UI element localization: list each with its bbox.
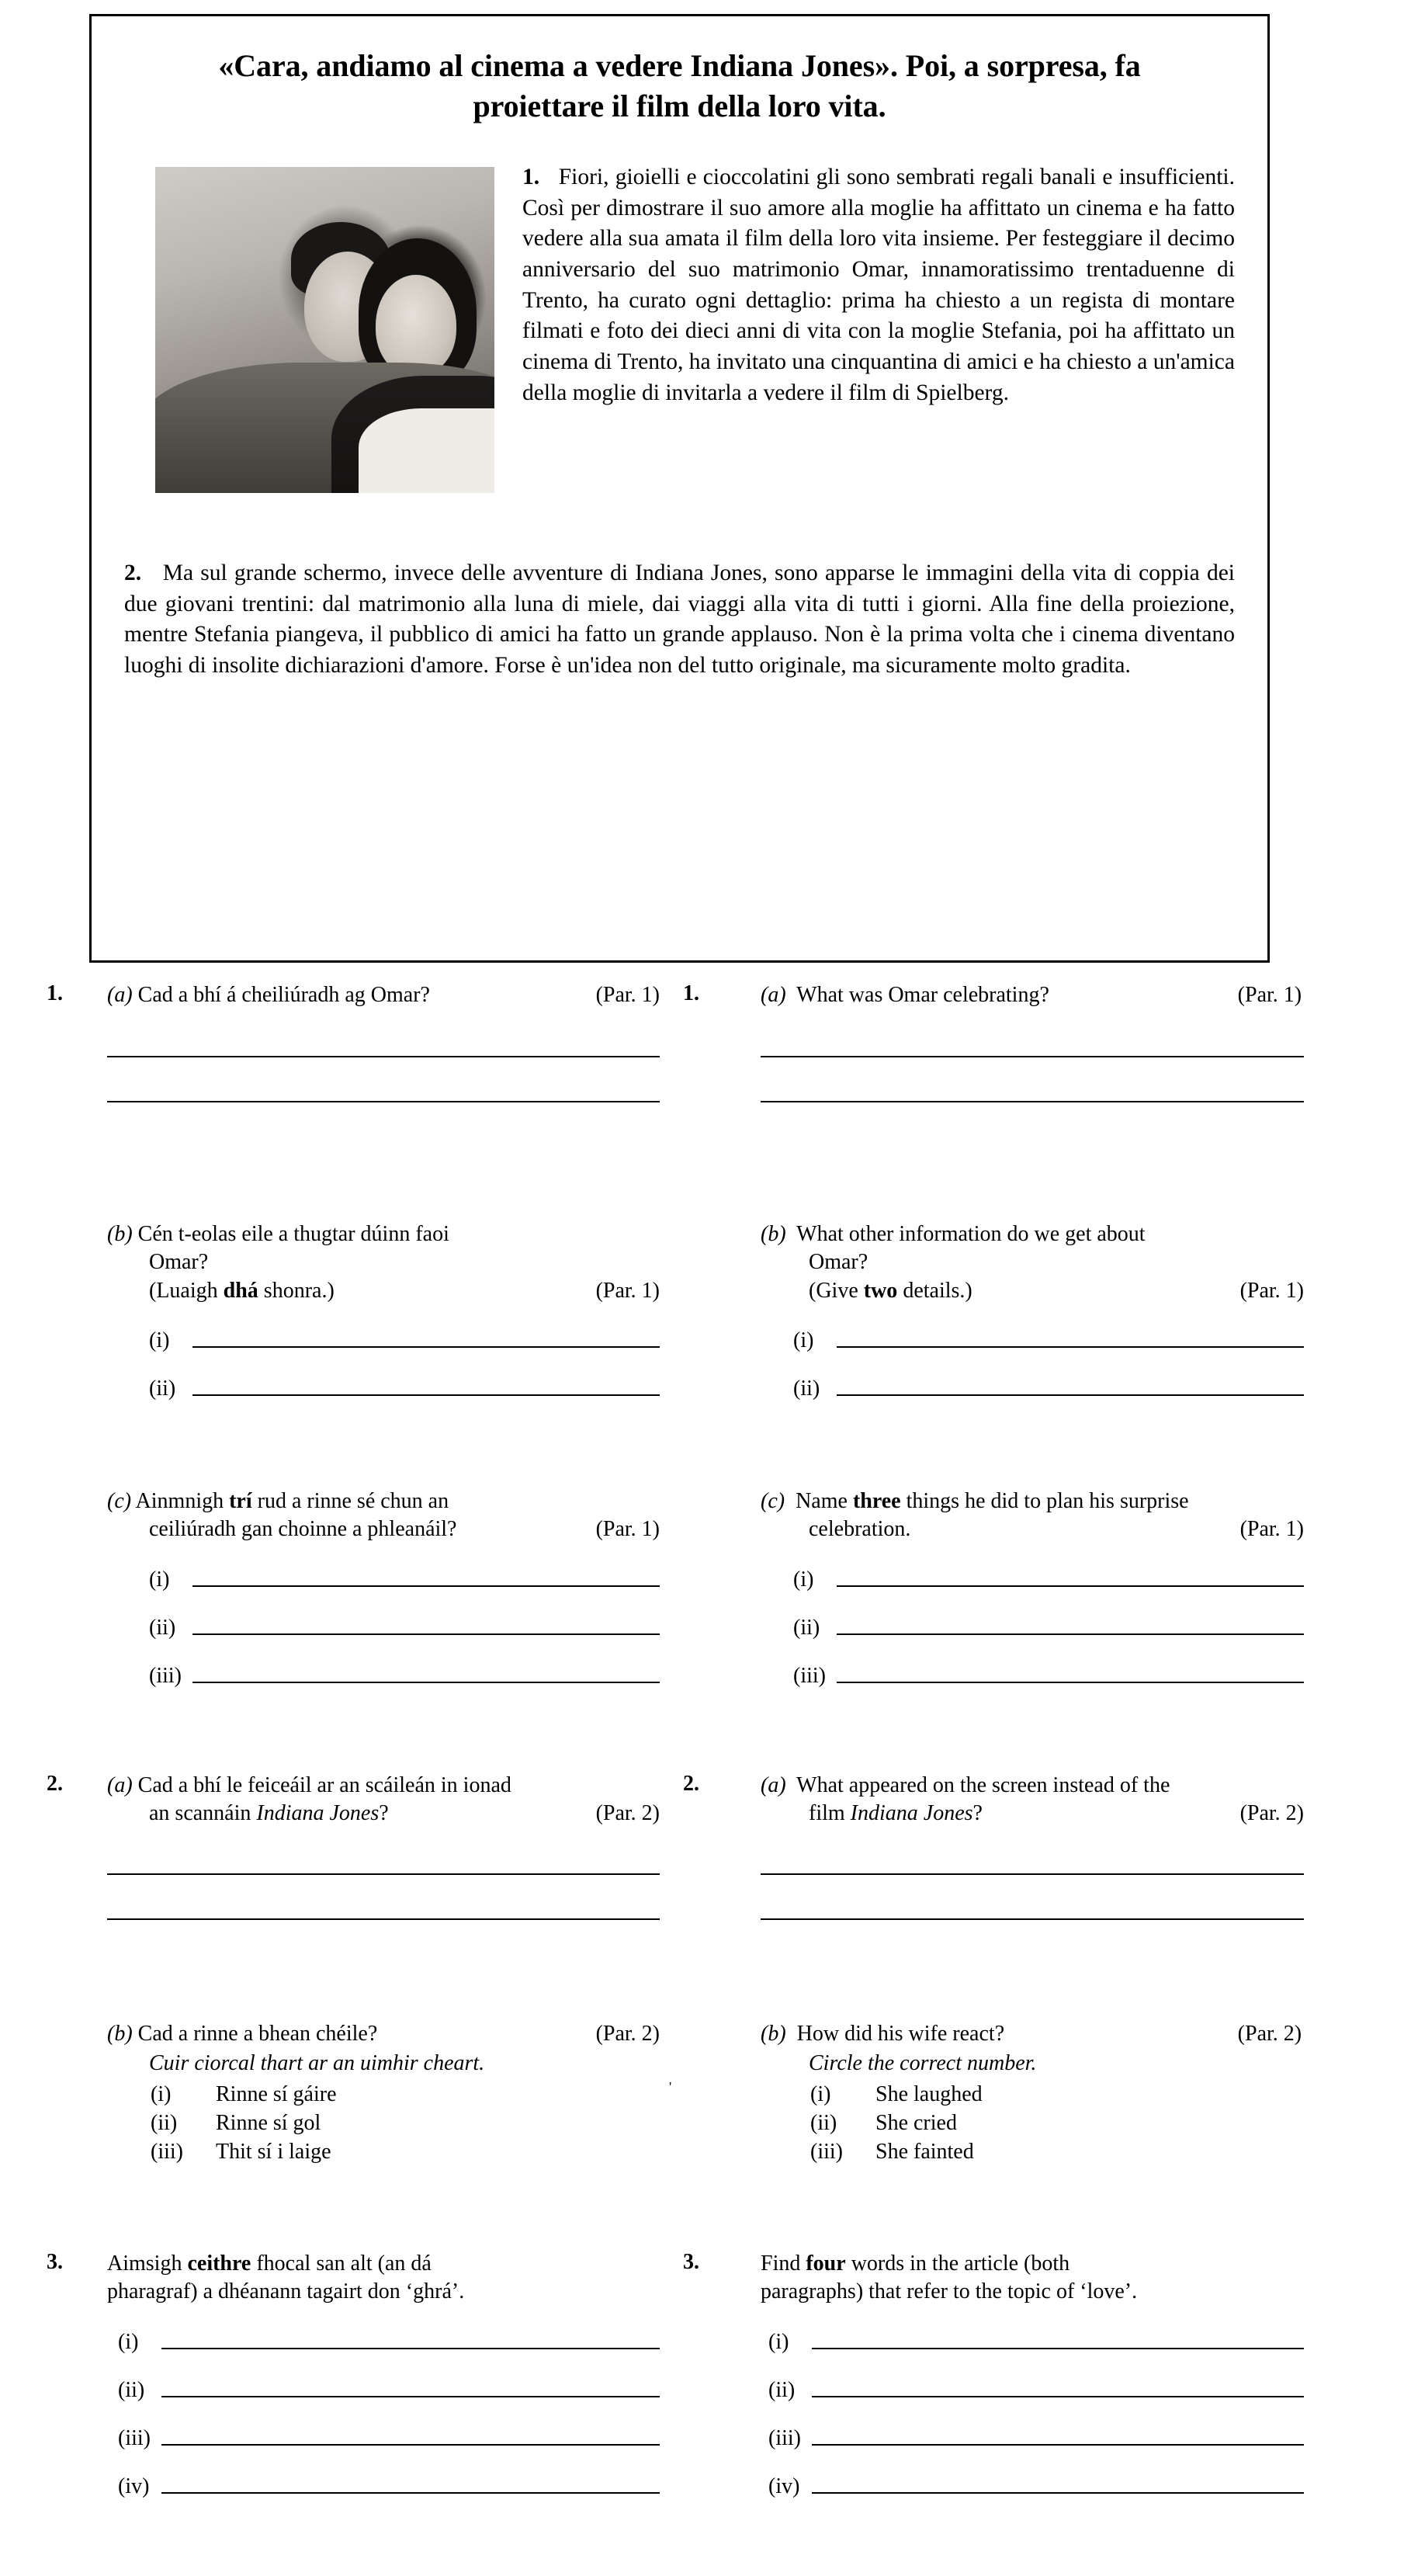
question-2b-english xyxy=(683,2020,1304,2167)
roman-label-iv: (iv) xyxy=(118,2474,150,2498)
question-1-row-b xyxy=(0,1220,1411,1461)
roman-label-ii: (ii) xyxy=(793,1377,820,1401)
question-1b-label-irish: (b) xyxy=(107,1222,133,1246)
option-i-roman-english: (i) xyxy=(810,2082,831,2107)
question-1b-line3-english: (Par. 1) (Give two details.) xyxy=(809,1277,1304,1305)
answer-row-3-irish-i xyxy=(118,2330,660,2355)
question-1c-bold-irish: trí xyxy=(229,1489,252,1513)
question-2a-irish xyxy=(47,1772,660,1920)
question-3-irish xyxy=(47,2250,660,2499)
question-2b-options-irish xyxy=(107,2081,660,2167)
question-1a-text-english xyxy=(761,981,1304,1009)
question-1b-irish xyxy=(47,1220,660,1401)
answer-line-3-irish-iv[interactable] xyxy=(161,2492,660,2494)
article-paragraph-2 xyxy=(124,558,1235,682)
question-3-line1-irish: Aimsigh ceithre fhocal san alt (an dá xyxy=(107,2251,432,2276)
question-3-row xyxy=(0,2250,1411,2576)
answer-line-1a-english-1[interactable] xyxy=(761,1056,1304,1057)
question-1c-line2-irish: (Par. 1) ceiliúradh gan choinne a phleanáil? xyxy=(149,1515,660,1543)
answer-row-1c-irish-ii xyxy=(149,1616,660,1640)
question-2a-english xyxy=(683,1772,1304,1920)
answer-line-1b-irish-ii[interactable] xyxy=(192,1394,660,1396)
answer-line-3-irish-iii[interactable] xyxy=(161,2444,660,2446)
paragraph-2-text: Ma sul grande schermo, invece delle avventure di Indiana Jones, sono apparse le immagini della vita di coppia dei due giovani trentini: dal matrimonio alla luna di miele, dai viaggi alla vita di tutti i giorni. Alla fine della proiezione, mentre Stefania piangeva, il pubblico di amici ha fatto un grande applauso. Non è la prima volta che i cinema diventano luoghi di insolite dichiarazioni d'amore. Forse è un'idea non del tutto originale, ma sicuramente molto gradita. xyxy=(124,561,1235,679)
question-2b-prompt-english: How did his wife react? xyxy=(796,2022,1005,2046)
answer-line-3-english-i[interactable] xyxy=(812,2348,1304,2349)
stray-mark: ' xyxy=(669,2079,672,2095)
roman-label-i: (i) xyxy=(793,1567,814,1592)
answer-line-1c-irish-ii[interactable] xyxy=(192,1633,660,1635)
question-1a-label-english: (a) xyxy=(761,983,786,1007)
answer-row-3-irish-iv xyxy=(118,2474,660,2499)
answer-line-2a-english-2[interactable] xyxy=(761,1918,1304,1920)
roman-label-iii: (iii) xyxy=(149,1663,182,1688)
answer-line-2a-irish-1[interactable] xyxy=(107,1873,660,1875)
option-ii-text-english: She cried xyxy=(875,2111,957,2136)
article-box xyxy=(89,14,1270,963)
answer-line-3-irish-ii[interactable] xyxy=(161,2396,660,2397)
film-title-irish: Indiana Jones xyxy=(256,1801,380,1826)
roman-label-ii: (ii) xyxy=(149,1377,176,1401)
question-1c-text-irish: (c) Ainmnigh trí rud a rinne sé chun an xyxy=(107,1489,449,1513)
question-1b-bold-english: two xyxy=(863,1278,898,1303)
roman-label-i: (i) xyxy=(768,2329,789,2354)
option-iii-irish[interactable] xyxy=(151,2138,660,2167)
question-2b-par-irish: (Par. 2) xyxy=(595,2022,660,2046)
question-2-number-irish: 2. xyxy=(47,1772,63,1796)
question-1b-line2-english: Omar? xyxy=(809,1250,868,1275)
answer-row-3-irish-ii xyxy=(118,2378,660,2403)
option-iii-text-english: She fainted xyxy=(875,2140,974,2165)
answer-line-3-english-iv[interactable] xyxy=(812,2492,1304,2494)
question-1-row-a xyxy=(0,981,1411,1199)
answer-line-1c-english-iii[interactable] xyxy=(837,1682,1304,1683)
question-1c-irish xyxy=(47,1488,660,1689)
option-i-roman-irish: (i) xyxy=(151,2082,172,2107)
question-2a-label-english: (a) xyxy=(761,1773,786,1797)
question-1-number-english: 1. xyxy=(683,981,699,1005)
answer-line-1c-irish-iii[interactable] xyxy=(192,1682,660,1683)
question-3-english xyxy=(683,2250,1304,2499)
question-1c-par-irish: (Par. 1) xyxy=(595,1517,660,1542)
question-2b-label-irish: (b) xyxy=(107,2022,133,2046)
question-1a-par-irish: (Par. 1) xyxy=(595,983,660,1007)
question-1c-label-english: (c) xyxy=(761,1489,785,1513)
roman-label-iii: (iii) xyxy=(118,2425,151,2450)
option-ii-roman-english: (ii) xyxy=(810,2111,837,2136)
question-1b-line2-irish: Omar? xyxy=(149,1250,209,1275)
roman-label-ii: (ii) xyxy=(793,1615,820,1640)
answer-line-1c-irish-i[interactable] xyxy=(192,1585,660,1587)
question-1b-english xyxy=(683,1220,1304,1401)
option-i-text-irish: Rinne sí gáire xyxy=(216,2082,337,2107)
answer-row-1c-english-i xyxy=(793,1567,1304,1592)
question-3-bold-irish: ceithre xyxy=(187,2251,251,2276)
answer-row-1b-english-i xyxy=(793,1328,1304,1353)
question-1a-irish xyxy=(47,981,660,1102)
question-2a-text-irish xyxy=(107,1772,660,1800)
answer-line-3-irish-i[interactable] xyxy=(161,2348,660,2349)
question-2b-options-english xyxy=(761,2081,1304,2167)
roman-label-ii: (ii) xyxy=(149,1615,176,1640)
answer-row-3-english-iii xyxy=(768,2426,1304,2451)
question-1c-bold-english: three xyxy=(852,1489,901,1513)
answer-row-1c-english-ii xyxy=(793,1616,1304,1640)
answer-line-1b-english-i[interactable] xyxy=(837,1346,1304,1348)
answer-line-1a-irish-1[interactable] xyxy=(107,1056,660,1057)
question-1b-line3-irish: (Par. 1) (Luaigh dhá shonra.) xyxy=(149,1277,660,1305)
question-1b-label-english: (b) xyxy=(761,1222,786,1246)
answer-row-1b-irish-i xyxy=(149,1328,660,1353)
question-2a-text-english xyxy=(761,1772,1304,1800)
answer-line-1a-irish-2[interactable] xyxy=(107,1101,660,1102)
question-3-line1-english: Find four words in the article (both xyxy=(761,2251,1070,2276)
question-1a-english xyxy=(683,981,1304,1102)
question-1c-label-irish: (c) xyxy=(107,1489,132,1513)
roman-label-i: (i) xyxy=(793,1328,814,1353)
question-2a-line2-english: (Par. 2) film Indiana Jones? xyxy=(809,1800,1304,1828)
question-2-row-a xyxy=(0,1772,1411,1997)
question-3-line2-english: paragraphs) that refer to the topic of ‘love’. xyxy=(761,2279,1138,2304)
question-3-line2-irish: pharagraf) a dhéanann tagairt don ‘ghrá’. xyxy=(107,2279,465,2304)
question-1a-prompt-english: What was Omar celebrating? xyxy=(796,983,1049,1007)
option-ii-english[interactable] xyxy=(810,2109,1304,2138)
answer-line-1a-english-2[interactable] xyxy=(761,1101,1304,1102)
answer-line-1c-english-i[interactable] xyxy=(837,1585,1304,1587)
answer-line-2a-irish-2[interactable] xyxy=(107,1918,660,1920)
article-title: «Cara, andiamo al cinema a vedere Indiana Jones». Poi, a sorpresa, fa proiettare il film della loro vita. xyxy=(218,48,1141,123)
answer-row-3-english-iv xyxy=(768,2474,1304,2499)
answer-row-1b-irish-ii xyxy=(149,1377,660,1401)
question-1b-text-irish xyxy=(107,1220,660,1248)
roman-label-ii: (ii) xyxy=(768,2377,796,2402)
question-2b-instruction-irish: Cuir ciorcal thart ar an uimhir cheart. xyxy=(149,2051,485,2076)
answer-line-1b-english-ii[interactable] xyxy=(837,1394,1304,1396)
question-2-number-english: 2. xyxy=(683,1772,699,1796)
question-2b-text-irish xyxy=(107,2020,660,2048)
roman-label-i: (i) xyxy=(118,2329,139,2354)
film-title-english: Indiana Jones xyxy=(850,1801,973,1826)
question-2a-line1-irish: Cad a bhí le feiceáil ar an scáileán in ionad xyxy=(137,1773,511,1797)
question-1c-english xyxy=(683,1488,1304,1689)
answer-line-1c-english-ii[interactable] xyxy=(837,1633,1304,1635)
question-1a-prompt-irish: Cad a bhí á cheiliúradh ag Omar? xyxy=(137,983,430,1007)
roman-label-i: (i) xyxy=(149,1567,170,1592)
answer-row-1c-english-iii xyxy=(793,1664,1304,1689)
question-2-row-b xyxy=(0,2020,1411,2214)
questions-area xyxy=(0,981,1411,2576)
roman-label-i: (i) xyxy=(149,1328,170,1353)
answer-line-3-english-ii[interactable] xyxy=(812,2396,1304,2397)
paragraph-2-number: 2. xyxy=(124,561,142,585)
couple-photo xyxy=(155,167,494,493)
option-iii-english[interactable] xyxy=(810,2138,1304,2167)
question-1a-label-irish: (a) xyxy=(107,983,133,1007)
question-3-number-english: 3. xyxy=(683,2250,699,2274)
question-2b-prompt-irish: Cad a rinne a bhean chéile? xyxy=(137,2022,378,2046)
question-1a-par-english: (Par. 1) xyxy=(1237,983,1302,1007)
question-2b-irish xyxy=(47,2020,672,2167)
question-3-number-irish: 3. xyxy=(47,2250,63,2274)
question-2b-label-english: (b) xyxy=(761,2022,786,2046)
question-1b-line1-irish: Cén t-eolas eile a thugtar dúinn faoi xyxy=(137,1222,449,1246)
option-ii-irish[interactable] xyxy=(151,2109,660,2138)
option-iii-text-irish: Thit sí i laige xyxy=(216,2140,331,2165)
question-1-row-c xyxy=(0,1488,1411,1744)
answer-row-1c-irish-i xyxy=(149,1567,660,1592)
option-i-text-english: She laughed xyxy=(875,2082,983,2107)
question-2a-label-irish: (a) xyxy=(107,1773,133,1797)
option-ii-roman-irish: (ii) xyxy=(151,2111,178,2136)
question-1b-bold-irish: dhá xyxy=(223,1278,258,1303)
option-i-irish[interactable] xyxy=(151,2081,660,2109)
option-iii-roman-irish: (iii) xyxy=(151,2140,183,2165)
roman-label-ii: (ii) xyxy=(118,2377,145,2402)
question-1c-par-english: (Par. 1) xyxy=(1239,1517,1304,1542)
roman-label-iii: (iii) xyxy=(793,1663,826,1688)
answer-line-2a-english-1[interactable] xyxy=(761,1873,1304,1875)
option-ii-text-irish: Rinne sí gol xyxy=(216,2111,321,2136)
question-2b-par-english: (Par. 2) xyxy=(1237,2022,1302,2046)
option-i-english[interactable] xyxy=(810,2081,1304,2109)
answer-row-3-english-ii xyxy=(768,2378,1304,2403)
question-2a-line1-english: What appeared on the screen instead of the xyxy=(796,1773,1170,1797)
question-1b-par-english: (Par. 1) xyxy=(1239,1278,1304,1303)
question-3-bold-english: four xyxy=(806,2251,846,2276)
photo-highlight xyxy=(359,408,494,493)
question-1a-text-irish xyxy=(107,981,660,1009)
question-2b-instruction-english: Circle the correct number. xyxy=(809,2051,1037,2076)
question-2a-par-english: (Par. 2) xyxy=(1239,1801,1304,1826)
option-iii-roman-english: (iii) xyxy=(810,2140,843,2165)
question-1b-text-english xyxy=(761,1220,1304,1248)
paragraph-1-text: Fiori, gioielli e cioccolatini gli sono sembrati regali banali e insufficienti. Così per dimostrare il suo amore alla moglie ha affittato un cinema e ha fatto vedere alla sua amata il film della loro vita insieme. Per festeggiare il decimo anniversario del suo matrimonio Omar, innamoratissimo trentaduenne di Trento, ha curato ogni dettaglio: prima ha chiesto a un regista di montare filmati e foto dei dieci anni di vita con la moglie Stefania, poi ha affittato un cinema di Trento, ha invitato una cinquantina di amici e ha chiesto a un'amica della moglie di invitarla a vedere il film di Spielberg. xyxy=(522,165,1235,405)
answer-line-1b-irish-i[interactable] xyxy=(192,1346,660,1348)
roman-label-iii: (iii) xyxy=(768,2425,801,2450)
answer-row-1c-irish-iii xyxy=(149,1664,660,1689)
question-1c-line2-english: (Par. 1) celebration. xyxy=(809,1515,1304,1543)
photo-woman-face xyxy=(376,275,456,376)
answer-row-3-irish-iii xyxy=(118,2426,660,2451)
question-1c-text-english: (c) Name three things he did to plan his surprise xyxy=(761,1489,1189,1513)
paragraph-1-number: 1. xyxy=(522,165,540,189)
question-2a-line2-irish: (Par. 2) an scannáin Indiana Jones? xyxy=(149,1800,660,1828)
question-1b-par-irish: (Par. 1) xyxy=(595,1278,660,1303)
roman-label-iv: (iv) xyxy=(768,2474,800,2498)
answer-line-3-english-iii[interactable] xyxy=(812,2444,1304,2446)
question-1b-line1-english: What other information do we get about xyxy=(796,1222,1146,1246)
answer-row-1b-english-ii xyxy=(793,1377,1304,1401)
question-2b-text-english xyxy=(761,2020,1304,2048)
question-2a-par-irish: (Par. 2) xyxy=(595,1801,660,1826)
question-1-number-irish: 1. xyxy=(47,981,63,1005)
answer-row-3-english-i xyxy=(768,2330,1304,2355)
